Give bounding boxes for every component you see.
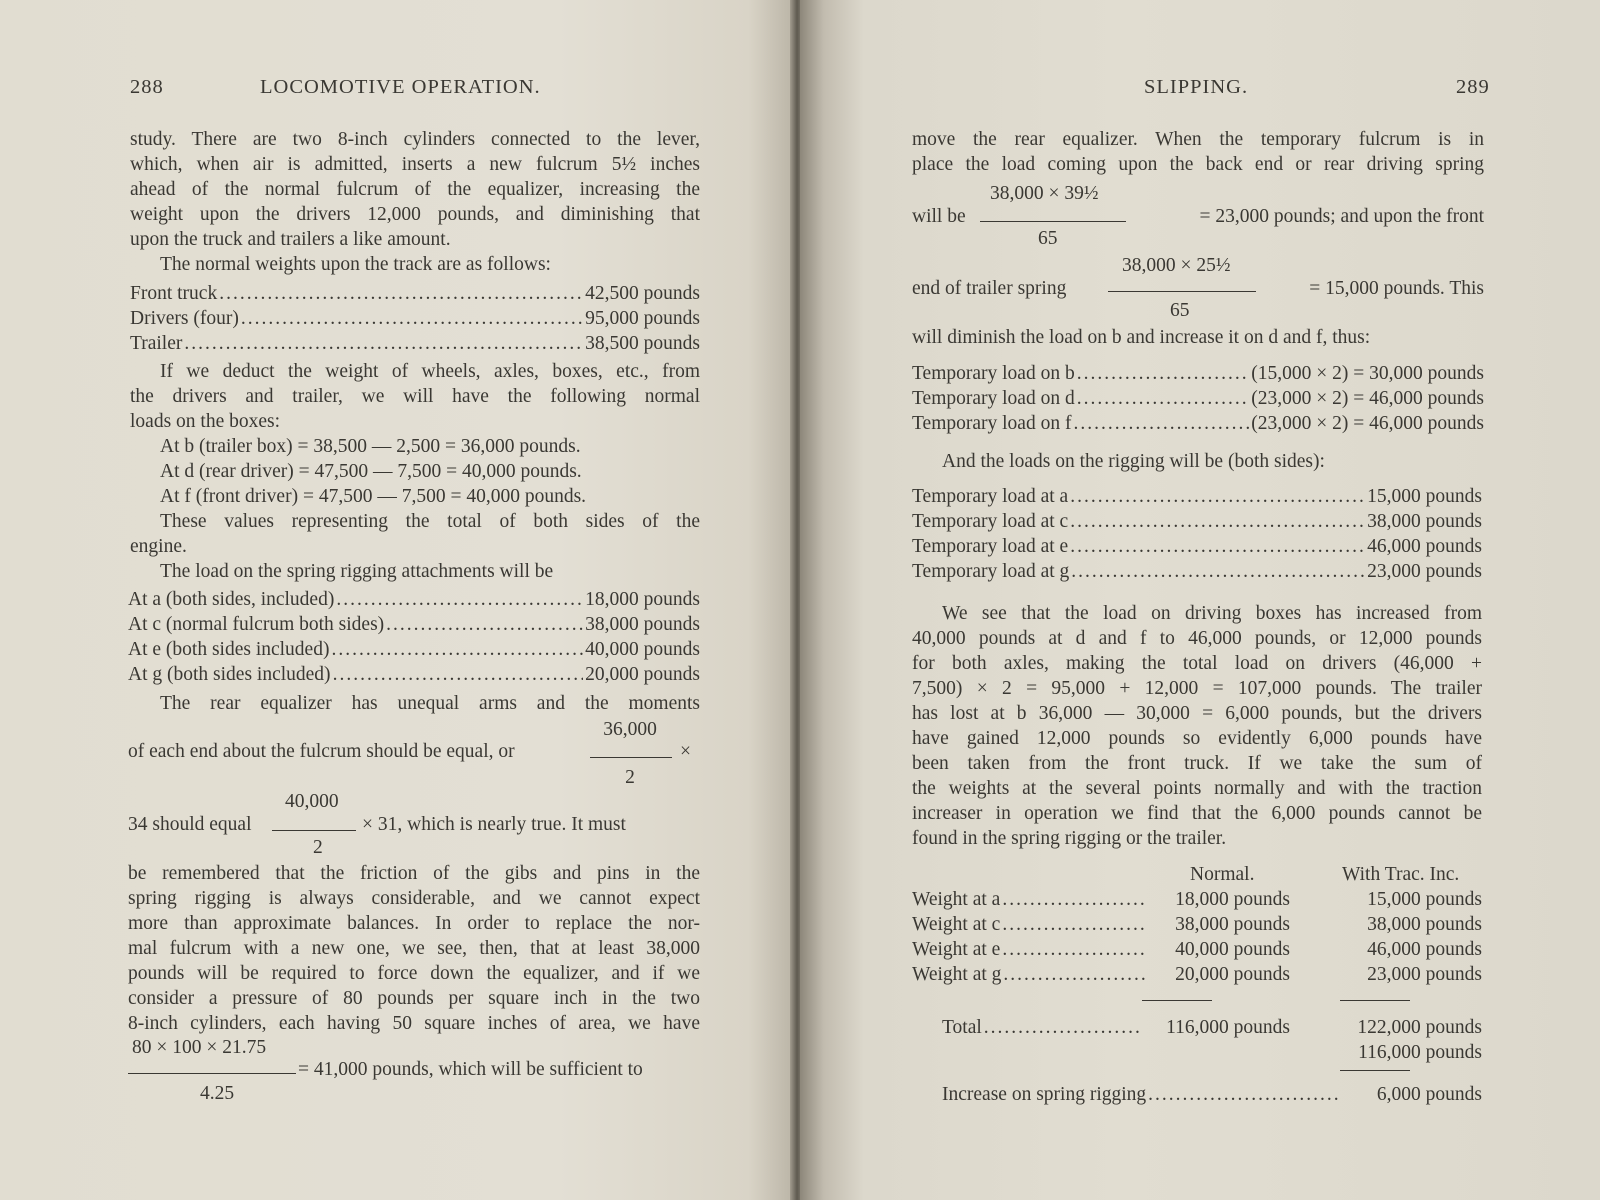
- text-line: will be: [912, 206, 966, 227]
- table-row-label: Weight at e .....: [912, 938, 1148, 962]
- fraction-denominator: 2: [313, 837, 323, 858]
- row-value: 38,000 pounds: [1367, 511, 1482, 532]
- fraction-denominator: 65: [1170, 300, 1190, 321]
- text-line: If we deduct the weight of wheels, axles, boxes, etc., from: [160, 361, 700, 382]
- row-value: (23,000 × 2) = 46,000 pounds: [1251, 388, 1484, 409]
- fraction-bar: [980, 221, 1126, 222]
- text-line: = 23,000 pounds; and upon the front: [1199, 206, 1484, 227]
- row-label: Temporary load on d: [912, 388, 1075, 409]
- text-line: which, when air is admitted, inserts a new fulcrum 5½ inches: [130, 154, 700, 175]
- row-label: Front truck: [130, 283, 218, 304]
- column-header-normal: Normal.: [1190, 864, 1255, 885]
- row-label: Trailer: [130, 333, 183, 354]
- weights-row: [130, 307, 700, 331]
- text-line: 7,500) × 2 = 95,000 + 12,000 = 107,000 pounds. The trailer: [912, 678, 1482, 699]
- fraction-bar: [128, 1073, 296, 1074]
- row-label: At g (both sides included): [128, 664, 331, 685]
- box-load-line: At d (rear driver) = 47,500 — 7,500 = 40,000 pounds.: [160, 461, 582, 482]
- table-cell-normal: 38,000 pounds: [1175, 914, 1290, 935]
- row-label: Temporary load on f: [912, 413, 1072, 434]
- table-row-label: Weight at g .....: [912, 963, 1148, 987]
- text-line: of each end about the fulcrum should be equal, or: [128, 741, 515, 762]
- text-line: be remembered that the friction of the gibs and pins in the: [128, 863, 700, 884]
- table-cell-normal: 40,000 pounds: [1175, 939, 1290, 960]
- text-line: mal fulcrum with a new one, we see, then, that at least 38,000: [128, 938, 700, 959]
- running-head: LOCOMOTIVE OPERATION.: [260, 76, 541, 98]
- sum-rule: [1142, 1000, 1212, 1001]
- text-line: ahead of the normal fulcrum of the equalizer, increasing the: [130, 179, 700, 200]
- sum-rule: [1340, 1070, 1410, 1071]
- table-cell-normal: 18,000 pounds: [1175, 889, 1290, 910]
- page-number: 289: [1456, 76, 1490, 98]
- temp-rigging-row: [912, 510, 1482, 534]
- temp-box-row: [912, 387, 1484, 411]
- text-line: consider a pressure of 80 pounds per square inch in the two: [128, 988, 700, 1009]
- table-row-label: Weight at c .....: [912, 913, 1148, 937]
- text-line: move the rear equalizer. When the temporary fulcrum is in: [912, 129, 1484, 150]
- fraction-bar: [1108, 291, 1256, 292]
- increase-value: 6,000 pounds: [1376, 1084, 1482, 1105]
- temp-box-row: [912, 412, 1484, 436]
- fraction-numerator: 80 × 100 × 21.75: [132, 1037, 267, 1058]
- row-value: 42,500 pounds: [585, 283, 700, 304]
- text-line: upon the truck and trailers a like amount.: [130, 229, 451, 250]
- column-header-trac: With Trac. Inc.: [1342, 864, 1460, 885]
- page-number: 288: [130, 76, 164, 98]
- text-line: 40,000 pounds at d and f to 46,000 pounds, or 12,000 pounds: [912, 628, 1482, 649]
- row-value: 38,000 pounds: [585, 614, 700, 635]
- text-line: spring rigging is always considerable, and we cannot expect: [128, 888, 700, 909]
- text-line: weight upon the drivers 12,000 pounds, and diminishing that: [130, 204, 700, 225]
- row-label: Temporary load at c: [912, 511, 1069, 532]
- table-cell-trac: 46,000 pounds: [1367, 939, 1482, 960]
- text-line: 8-inch cylinders, each having 50 square inches of area, we have: [128, 1013, 700, 1034]
- fraction-bar: [590, 757, 672, 758]
- row-label: Temporary load at g: [912, 561, 1070, 582]
- weights-row: [130, 282, 700, 306]
- text-line: the drivers and trailer, we will have the following normal: [130, 386, 700, 407]
- row-value: 46,000 pounds: [1367, 536, 1482, 557]
- fraction-numerator: 38,000 × 25½: [1122, 255, 1231, 276]
- text-line: has lost at b 36,000 — 30,000 = 6,000 pounds, but the drivers: [912, 703, 1482, 724]
- fraction-numerator: 40,000: [285, 791, 339, 812]
- text-line: more than approximate balances. In order to replace the nor-: [128, 913, 700, 934]
- fraction-denominator: 65: [1038, 228, 1058, 249]
- right-page: [800, 0, 1600, 1200]
- row-value: 40,000 pounds: [585, 639, 700, 660]
- text-line: loads on the boxes:: [130, 411, 281, 432]
- row-label: Drivers (four): [130, 308, 239, 329]
- temp-rigging-row: [912, 485, 1482, 509]
- text-line: engine.: [130, 536, 187, 557]
- text-line: for both axles, making the total load on drivers (46,000 +: [912, 653, 1482, 674]
- table-subtract: 116,000 pounds: [1358, 1042, 1482, 1063]
- row-value: 15,000 pounds: [1367, 486, 1482, 507]
- rigging-row: [128, 638, 700, 662]
- rigging-row: [128, 663, 700, 687]
- text-line: × 31, which is nearly true. It must: [362, 814, 626, 835]
- text-line: increaser in operation we find that the 6,000 pounds cannot be: [912, 803, 1482, 824]
- text-line: end of trailer spring: [912, 278, 1067, 299]
- row-value: (15,000 × 2) = 30,000 pounds: [1251, 363, 1484, 384]
- row-value: 18,000 pounds: [585, 589, 700, 610]
- temp-rigging-row: [912, 560, 1482, 584]
- text-line: These values representing the total of both sides of the: [160, 511, 700, 532]
- increase-label: Increase on spring rigging .....: [942, 1083, 1340, 1107]
- text-line: We see that the load on driving boxes has increased from: [942, 603, 1482, 624]
- fraction-denominator: 4.25: [200, 1083, 235, 1104]
- rigging-row: [128, 588, 700, 612]
- fraction-bar: [272, 830, 356, 831]
- running-head: SLIPPING.: [1144, 76, 1249, 98]
- text-line: been taken from the front truck. If we take the sum of: [912, 753, 1482, 774]
- row-label: At e (both sides included): [128, 639, 330, 660]
- table-cell-trac: 23,000 pounds: [1367, 964, 1482, 985]
- text-line: place the load coming upon the back end or rear driving spring: [912, 154, 1484, 175]
- row-value: 23,000 pounds: [1367, 561, 1482, 582]
- box-load-line: At b (trailer box) = 38,500 — 2,500 = 36,000 pounds.: [160, 436, 581, 457]
- text-line: 34 should equal: [128, 814, 252, 835]
- fraction-numerator: 36,000: [603, 719, 657, 740]
- left-page: [0, 0, 796, 1200]
- temp-box-row: [912, 362, 1484, 386]
- table-cell-normal: 20,000 pounds: [1175, 964, 1290, 985]
- table-total-normal: 116,000 pounds: [1166, 1017, 1290, 1038]
- text-line: found in the spring rigging or the trailer.: [912, 828, 1227, 849]
- row-label: Temporary load on b: [912, 363, 1075, 384]
- table-total-trac: 122,000 pounds: [1357, 1017, 1482, 1038]
- table-total-label: Total .....: [942, 1016, 1144, 1040]
- text-line: will diminish the load on b and increase it on d and f, thus:: [912, 327, 1371, 348]
- row-label: Temporary load at a: [912, 486, 1069, 507]
- row-value: (23,000 × 2) = 46,000 pounds: [1251, 413, 1484, 434]
- row-value: 95,000 pounds: [585, 308, 700, 329]
- text-line: The rear equalizer has unequal arms and the moments: [160, 693, 700, 714]
- weights-row: [130, 332, 700, 356]
- text-line: have gained 12,000 pounds so evidently 6,000 pounds have: [912, 728, 1482, 749]
- row-label: At a (both sides, included): [128, 589, 335, 610]
- row-label: Temporary load at e: [912, 536, 1069, 557]
- row-value: 38,500 pounds: [585, 333, 700, 354]
- table-cell-trac: 38,000 pounds: [1367, 914, 1482, 935]
- table-row-label: Weight at a .....: [912, 888, 1148, 912]
- rigging-row: [128, 613, 700, 637]
- table-cell-trac: 15,000 pounds: [1367, 889, 1482, 910]
- row-value: 20,000 pounds: [585, 664, 700, 685]
- weights-intro: The normal weights upon the track are as follows:: [160, 254, 551, 275]
- fraction-denominator: 2: [625, 767, 635, 788]
- temp-rigging-row: [912, 535, 1482, 559]
- rigging-intro: The load on the spring rigging attachments will be: [160, 561, 554, 582]
- sum-rule: [1340, 1000, 1410, 1001]
- text-line: the weights at the several points normally and with the traction: [912, 778, 1482, 799]
- rigging-intro: And the loads on the rigging will be (both sides):: [942, 451, 1325, 472]
- row-label: At c (normal fulcrum both sides): [128, 614, 385, 635]
- text-line: pounds will be required to force down the equalizer, and if we: [128, 963, 700, 984]
- box-load-line: At f (front driver) = 47,500 — 7,500 = 40,000 pounds.: [160, 486, 587, 507]
- text-line: study. There are two 8-inch cylinders connected to the lever,: [130, 129, 700, 150]
- text-line: = 15,000 pounds. This: [1309, 278, 1484, 299]
- text-line: = 41,000 pounds, which will be sufficient to: [298, 1059, 643, 1080]
- fraction-numerator: 38,000 × 39½: [990, 183, 1099, 204]
- times-sign: ×: [680, 741, 691, 762]
